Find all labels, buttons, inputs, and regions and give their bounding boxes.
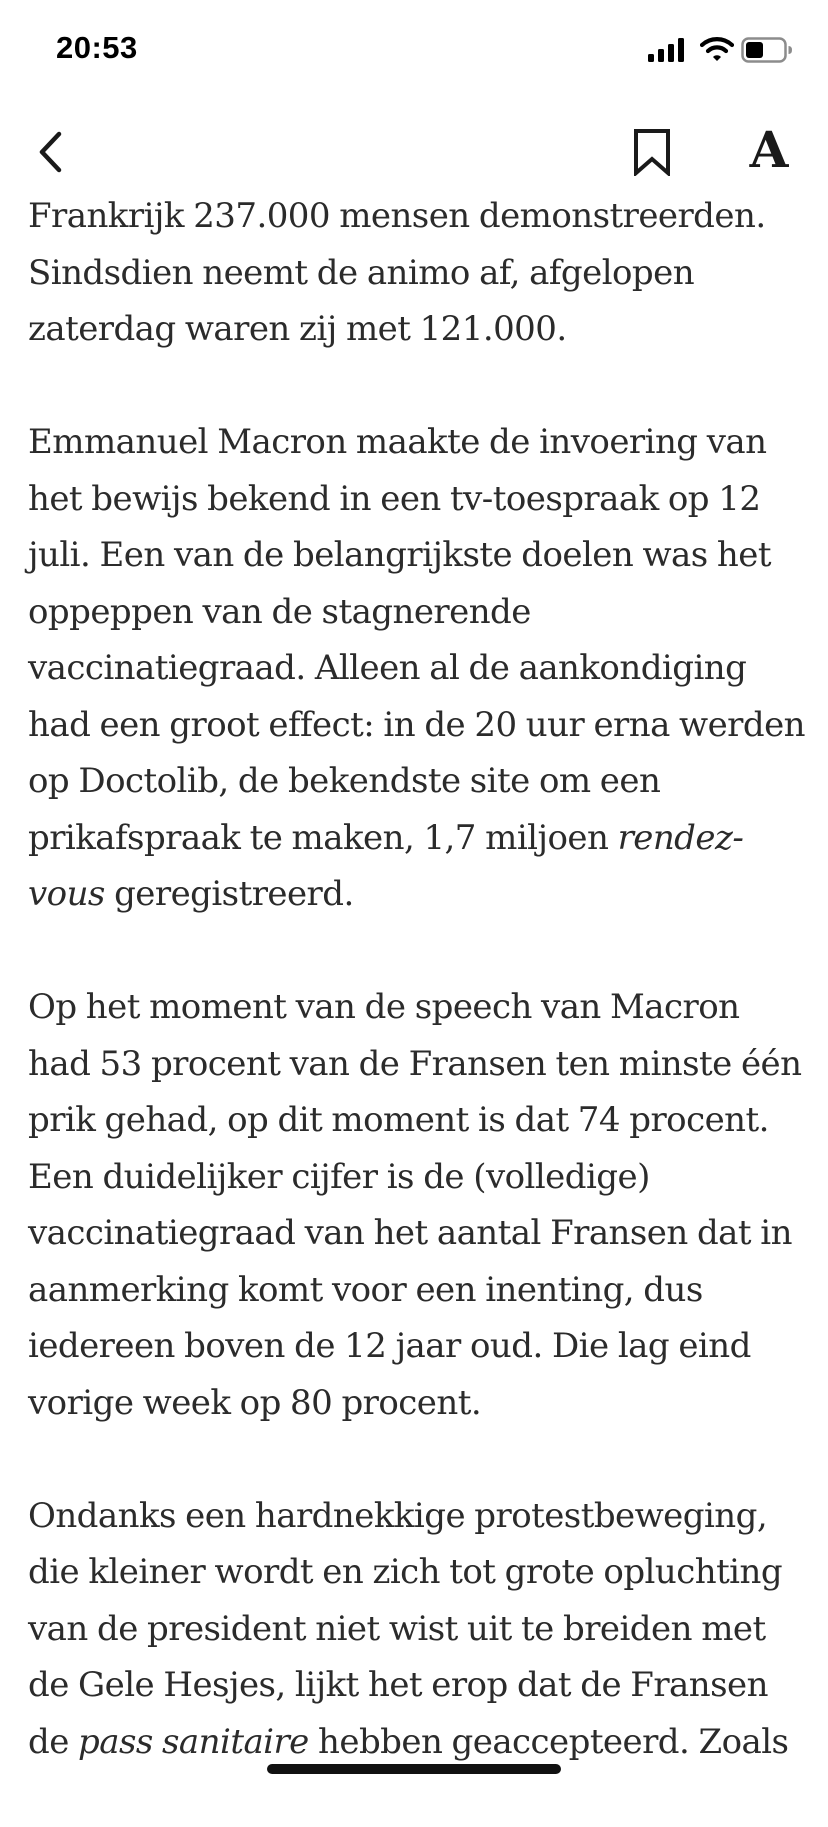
italic-term: rendez- bbox=[617, 817, 744, 858]
text-line: die kleiner wordt en zich tot grote opluchting bbox=[28, 1552, 783, 1592]
text-line bbox=[28, 866, 808, 923]
text-line: iedereen boven de 12 jaar oud. Die lag eind bbox=[28, 1326, 751, 1366]
italic-term: vous bbox=[28, 874, 105, 914]
article-body bbox=[28, 188, 808, 1827]
text-line: Frankrijk 237.000 mensen demonstreerden. bbox=[28, 196, 766, 236]
text-span: hebben geaccepteerd. Zoals bbox=[308, 1721, 789, 1762]
bookmark-button[interactable] bbox=[624, 120, 680, 184]
text-line bbox=[28, 810, 808, 867]
text-line: Op het moment van de speech van Macron bbox=[28, 987, 740, 1027]
font-size-button[interactable]: A bbox=[749, 119, 789, 179]
text-span: geregistreerd. bbox=[104, 874, 354, 914]
text-line: Emmanuel Macron maakte de invoering van bbox=[28, 422, 767, 462]
text-line: Ondanks een hardnekkige protestbeweging, bbox=[28, 1495, 768, 1536]
paragraph bbox=[28, 979, 808, 1431]
text-span: prikafspraak te maken, 1,7 miljoen bbox=[28, 817, 618, 858]
text-line: zaterdag waren zij met 121.000. bbox=[28, 309, 567, 349]
italic-term: pass sanitaire bbox=[78, 1721, 309, 1762]
text-line: van de president niet wist uit te breiden met bbox=[28, 1608, 766, 1649]
chevron-left-icon bbox=[37, 131, 63, 173]
wifi-icon bbox=[700, 36, 734, 62]
text-line: Sindsdien neemt de animo af, afgelopen bbox=[28, 252, 695, 293]
paragraph bbox=[28, 1488, 808, 1771]
text-line: aanmerking komt voor een inenting, dus bbox=[28, 1269, 703, 1310]
text-line: vorige week op 80 procent. bbox=[28, 1382, 482, 1423]
text-line bbox=[28, 1714, 808, 1771]
text-line: oppeppen van de stagnerende bbox=[28, 591, 531, 632]
text-line: op Doctolib, de bekendste site om een bbox=[28, 761, 661, 801]
text-line: het bewijs bekend in een tv-toespraak op 12 bbox=[28, 478, 761, 519]
text-span: de bbox=[28, 1721, 79, 1762]
text-line: had 53 procent van de Fransen ten minste één bbox=[28, 1043, 802, 1084]
article-toolbar bbox=[0, 110, 828, 200]
home-indicator[interactable] bbox=[267, 1764, 561, 1774]
status-bar bbox=[0, 0, 828, 100]
bookmark-icon bbox=[632, 128, 672, 176]
text-line: juli. Een van de belangrijkste doelen was het bbox=[28, 535, 771, 575]
text-line: vaccinatiegraad. Alleen al de aankondiging bbox=[28, 648, 747, 688]
back-button[interactable] bbox=[22, 122, 78, 182]
battery-icon bbox=[741, 37, 793, 63]
text-line: had een groot effect: in de 20 uur erna werden bbox=[28, 704, 806, 745]
paragraph bbox=[28, 188, 808, 358]
status-time: 20:53 bbox=[56, 30, 138, 65]
text-line: prik gehad, op dit moment is dat 74 procent. bbox=[28, 1100, 769, 1140]
signal-icon bbox=[648, 38, 686, 62]
text-line: Een duidelijker cijfer is de (volledige) bbox=[28, 1156, 650, 1197]
text-line: vaccinatiegraad van het aantal Fransen dat in bbox=[28, 1213, 792, 1253]
paragraph bbox=[28, 414, 808, 923]
text-line: de Gele Hesjes, lijkt het erop dat de Fransen bbox=[28, 1665, 768, 1705]
